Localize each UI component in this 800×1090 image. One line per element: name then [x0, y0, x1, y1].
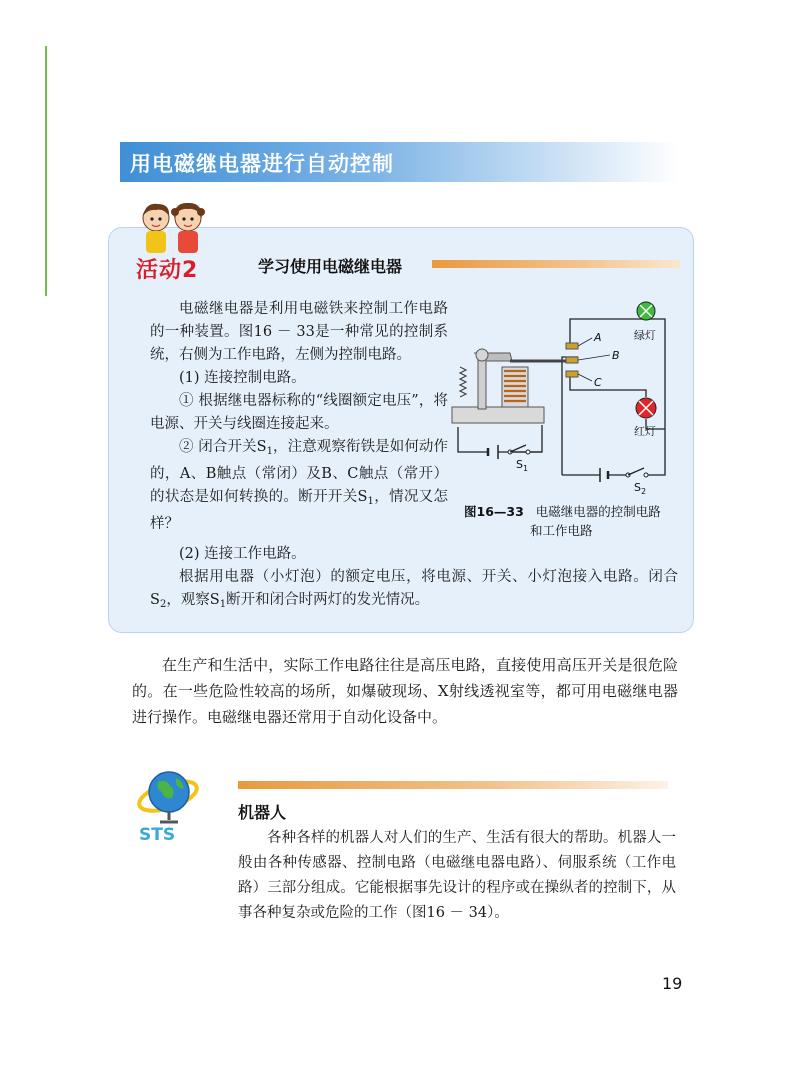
green-lamp-label: 绿灯 — [634, 329, 656, 342]
figure-number: 图16—33 — [464, 504, 524, 519]
activity-label: 活动2 — [136, 258, 199, 283]
contact-b-label: B — [612, 349, 620, 362]
sts-title-bar — [238, 781, 668, 789]
switch-s2-label — [634, 481, 646, 495]
activity-instructions — [150, 298, 448, 536]
section-title: 用电磁继电器进行自动控制 — [130, 152, 394, 176]
step1b-sub2: 1 — [367, 496, 374, 507]
activity-step2: (2) 连接工作电路。 — [179, 546, 306, 562]
red-lamp-label: 红灯 — [634, 425, 656, 438]
contact-a-label: A — [594, 331, 602, 344]
activity-step2-block — [150, 543, 678, 616]
sts-badge: STS — [139, 825, 176, 844]
kids-mascot-icon — [134, 196, 214, 256]
step1b-text-pre: ② 闭合开关S — [179, 439, 267, 455]
body-paragraph: 在生产和生活中，实际工作电路往往是高压电路，直接使用高压开关是很危险的。在一些危险性较高的场所，如爆破现场、X射线透视室等，都可用电磁继电器进行操作。电磁继电器还常用于自动化设备中。 — [132, 656, 678, 726]
step2-text-pre: 根据用电器（小灯泡）的额定电压，将电源、开关、小灯泡接入电路。闭合S — [150, 569, 678, 608]
contact-c-label: C — [594, 376, 602, 389]
activity-step1a: ① 根据继电器标称的“线圈额定电压”，将电源、开关与线圈连接起来。 — [150, 393, 448, 432]
s2-letter: S — [634, 481, 641, 494]
sts-globe-icon — [136, 760, 202, 844]
s1-sub: 1 — [522, 464, 529, 473]
s2-sub: 2 — [640, 487, 647, 495]
relay-circuit-diagram — [450, 295, 680, 495]
activity-step1: (1) 连接控制电路。 — [179, 370, 306, 386]
step1b-sub1: 1 — [266, 446, 273, 457]
step2-text-mid: ，观察S — [166, 592, 220, 608]
activity-title: 学习使用电磁继电器 — [258, 257, 403, 276]
figure-caption — [464, 502, 661, 540]
activity-step2-text — [150, 566, 678, 616]
step1b-text-post: ，情况又怎样？ — [150, 489, 449, 532]
activity-title-bar — [432, 260, 680, 268]
sts-paragraph: 各种各样的机器人对人们的生产、生活有很大的帮助。机器人一般由各种传感器、控制电路（电磁继电器电路）、伺服系统（工作电路）三部分组成。它能根据事先设计的程序或在操纵者的控制下，从事各种复杂或危险的工作（图16 － 34）。 — [238, 830, 676, 921]
sts-title: 机器人 — [238, 803, 287, 822]
margin-rule — [45, 46, 47, 296]
step2-text-post: 断开和闭合时两灯的发光情况。 — [226, 592, 430, 608]
step1b-text-mid: ，注意观察衔铁是如何动作的，A、B触点（常闭）及B、C触点（常开）的状态是如何转换的。断开开关S — [150, 439, 449, 505]
activity-step1b — [150, 436, 448, 536]
figure-caption-line1: 电磁继电器的控制电路 — [535, 504, 661, 519]
figure-caption-line2: 和工作电路 — [530, 523, 593, 538]
s1-letter: S — [516, 458, 523, 471]
activity-intro: 电磁继电器是利用电磁铁来控制工作电路的一种装置。图16 － 33是一种常见的控制系统，右侧为工作电路，左侧为控制电路。 — [150, 301, 448, 363]
step2-sub1: 2 — [159, 599, 167, 610]
page-number: 19 — [662, 974, 683, 993]
switch-s1-label — [516, 458, 528, 473]
step2-sub2: 1 — [219, 599, 227, 610]
